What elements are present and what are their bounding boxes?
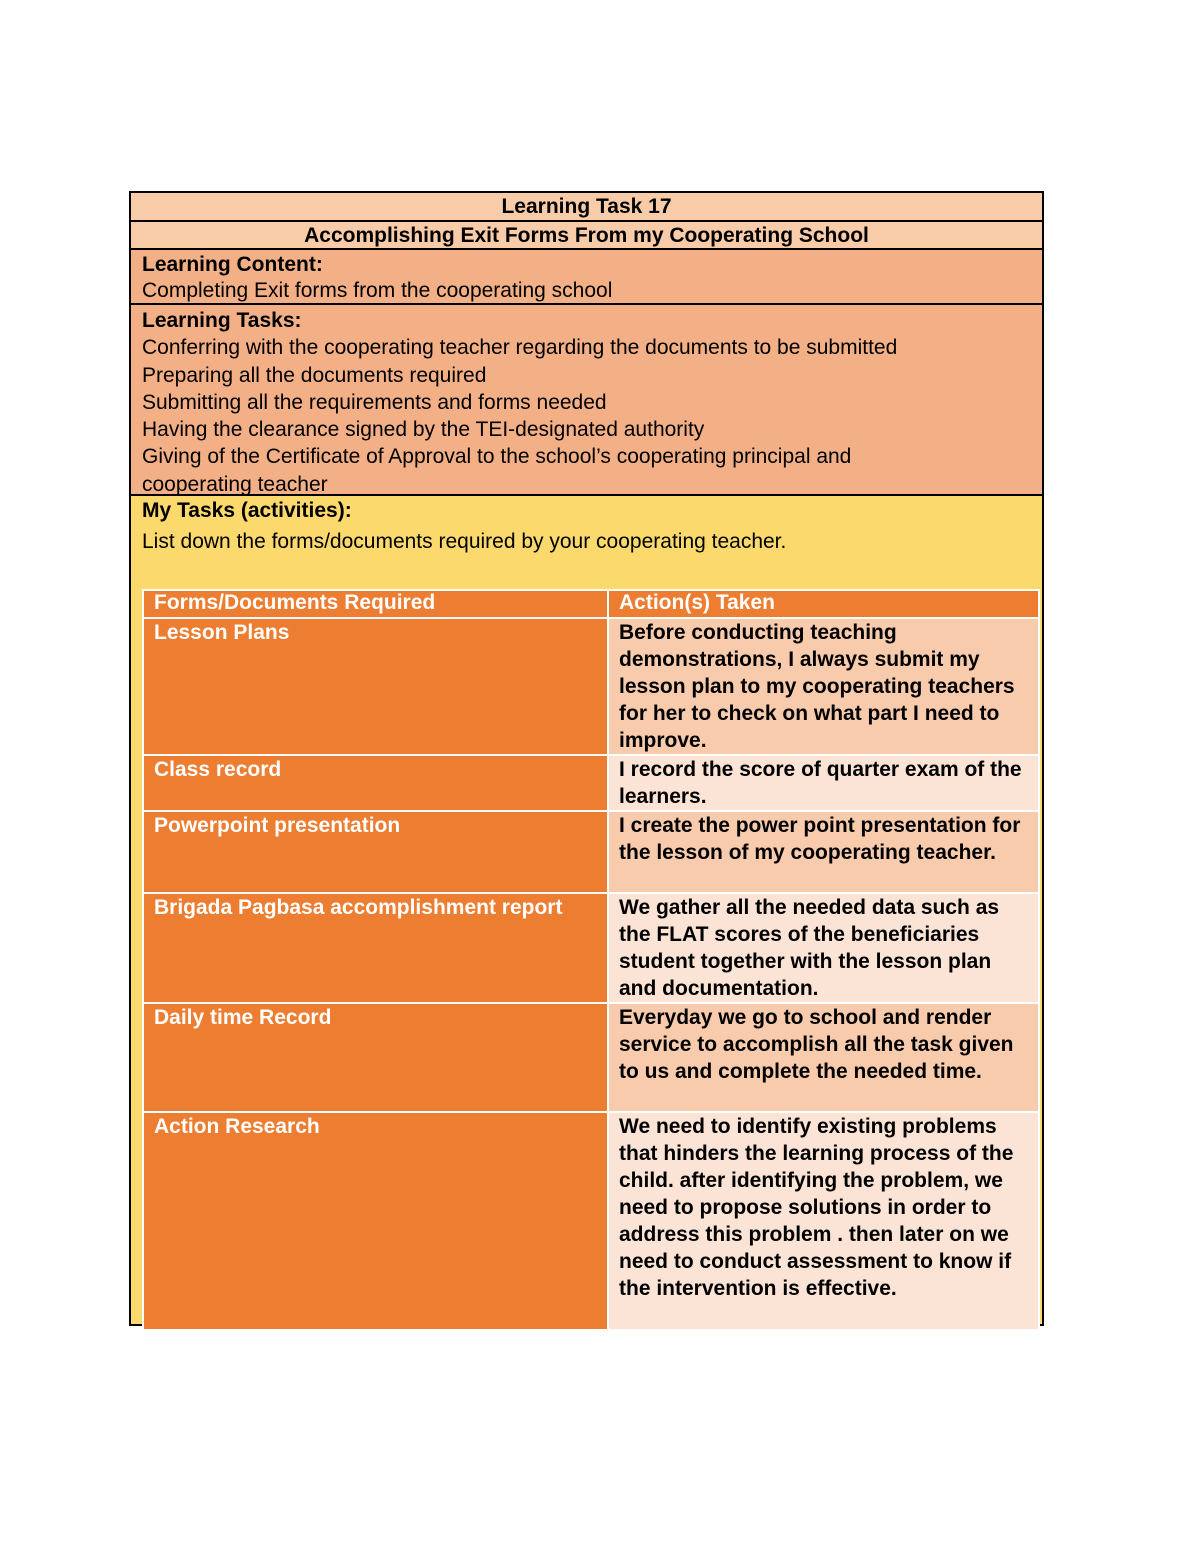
- task-title: Learning Task 17: [131, 193, 1042, 222]
- form-name: Class record: [143, 755, 608, 811]
- table-row: [143, 755, 1039, 811]
- my-tasks-label: My Tasks (activities):: [142, 499, 352, 522]
- learning-task-item: Having the clearance signed by the TEI-designated authority: [142, 418, 705, 442]
- form-name: Powerpoint presentation: [143, 811, 608, 893]
- table-row: [143, 1112, 1039, 1330]
- table-row: [143, 618, 1039, 755]
- form-name: Lesson Plans: [143, 618, 608, 755]
- learning-task-item: Giving of the Certificate of Approval to the school’s cooperating principal and: [142, 445, 852, 469]
- form-name: Daily time Record: [143, 1003, 608, 1112]
- task-subtitle: Accomplishing Exit Forms From my Cooperating School: [131, 222, 1042, 250]
- action-taken: We need to identify existing problems that hinders the learning process of the child. after identifying the problem, we need to propose solutions in order to address this problem . then later on we need to conduct assessment to know if the intervention is effective.: [608, 1112, 1039, 1330]
- my-tasks-instruction: List down the forms/documents required by your cooperating teacher.: [142, 530, 787, 553]
- action-taken: Everyday we go to school and render service to accomplish all the task given to us and complete the needed time.: [608, 1003, 1039, 1112]
- learning-tasks-label: Learning Tasks:: [142, 309, 302, 332]
- learning-task-item: Preparing all the documents required: [142, 363, 487, 387]
- forms-table: [142, 589, 1040, 1331]
- action-taken: We gather all the needed data such as the FLAT scores of the beneficiaries student together with the lesson plan and documentation.: [608, 893, 1039, 1003]
- learning-content-section: [131, 250, 1042, 305]
- action-taken: I record the score of quarter exam of the learners.: [608, 755, 1039, 811]
- header-actions-taken: Action(s) Taken: [608, 590, 1039, 618]
- learning-task-item: Submitting all the requirements and forms needed: [142, 390, 607, 414]
- table-row: [143, 1003, 1039, 1112]
- learning-content-text: Completing Exit forms from the cooperating school: [142, 279, 613, 302]
- learning-task-item: Conferring with the cooperating teacher regarding the documents to be submitted: [142, 336, 898, 360]
- form-name: Brigada Pagbasa accomplishment report: [143, 893, 608, 1003]
- header-forms-required: Forms/Documents Required: [143, 590, 608, 618]
- learning-task-item: cooperating teacher: [142, 472, 328, 496]
- action-taken: Before conducting teaching demonstrations, I always submit my lesson plan to my cooperating teachers for her to check on what part I need to improve.: [608, 618, 1039, 755]
- table-header-row: [143, 590, 1039, 618]
- table-row: [143, 893, 1039, 1003]
- form-name: Action Research: [143, 1112, 608, 1330]
- learning-task-form: [129, 191, 1044, 1326]
- learning-content-label: Learning Content:: [142, 253, 323, 276]
- table-row: [143, 811, 1039, 893]
- learning-tasks-section: [131, 305, 1042, 496]
- action-taken: I create the power point presentation for the lesson of my cooperating teacher.: [608, 811, 1039, 893]
